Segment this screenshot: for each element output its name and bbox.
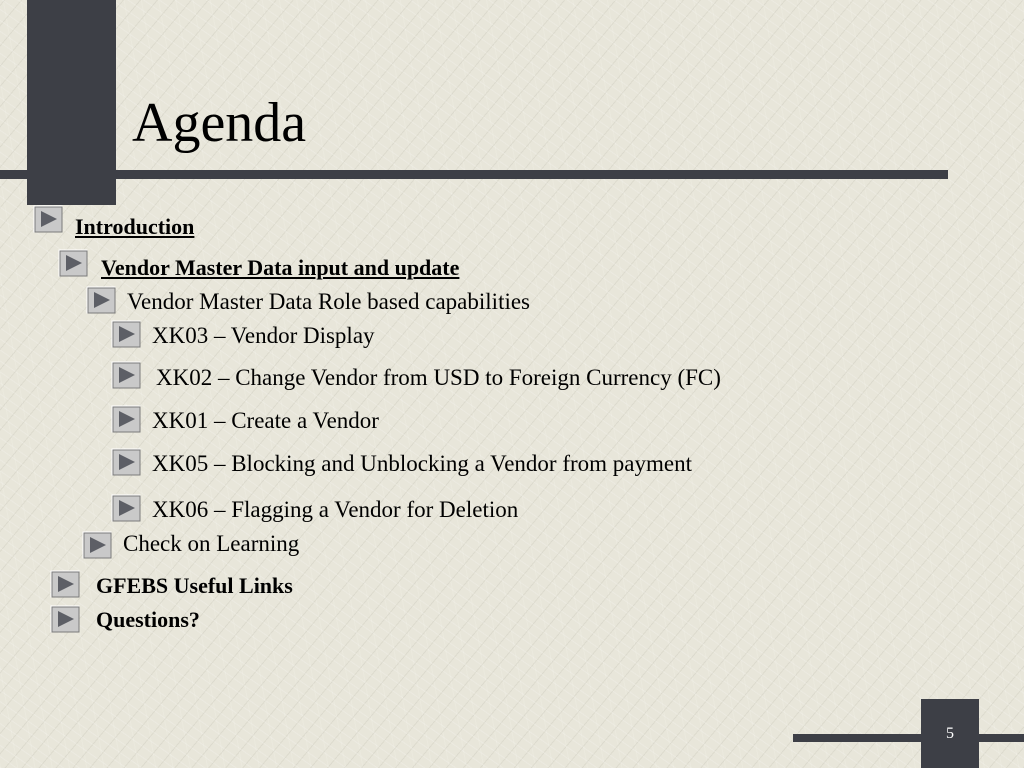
footer-rule xyxy=(793,734,1024,742)
play-arrow-icon xyxy=(50,605,78,629)
agenda-item-role-capabilities: Vendor Master Data Role based capabilities xyxy=(127,289,531,314)
agenda-item-xk02: XK02 – Change Vendor from USD to Foreign Currency (FC) xyxy=(156,365,721,390)
play-arrow-icon xyxy=(86,286,114,310)
agenda-item-introduction[interactable]: Introduction xyxy=(75,214,195,239)
agenda-item-xk06: XK06 – Flagging a Vendor for Deletion xyxy=(152,497,519,522)
play-arrow-icon xyxy=(82,531,110,555)
agenda-item-xk05: XK05 – Blocking and Unblocking a Vendor from payment xyxy=(152,451,692,476)
page-number: 5 xyxy=(946,725,954,742)
slide-title: Agenda xyxy=(132,92,307,154)
agenda-item-xk01: XK01 – Create a Vendor xyxy=(152,408,379,433)
play-arrow-icon xyxy=(111,448,139,472)
play-arrow-icon xyxy=(111,320,139,344)
play-arrow-icon xyxy=(111,361,139,385)
agenda-item-xk03: XK03 – Vendor Display xyxy=(152,323,375,348)
agenda-item-questions: Questions? xyxy=(96,607,200,632)
title-rule xyxy=(0,170,948,179)
agenda-item-vendor-master-data[interactable]: Vendor Master Data input and update xyxy=(101,255,460,280)
play-arrow-icon xyxy=(111,405,139,429)
play-arrow-icon xyxy=(33,205,61,229)
agenda-item-check-on-learning: Check on Learning xyxy=(123,531,300,556)
play-arrow-icon xyxy=(50,570,78,594)
play-arrow-icon xyxy=(111,494,139,518)
agenda-item-gfebs-links: GFEBS Useful Links xyxy=(96,573,293,598)
play-arrow-icon xyxy=(58,249,86,273)
page-number-box xyxy=(921,699,979,768)
